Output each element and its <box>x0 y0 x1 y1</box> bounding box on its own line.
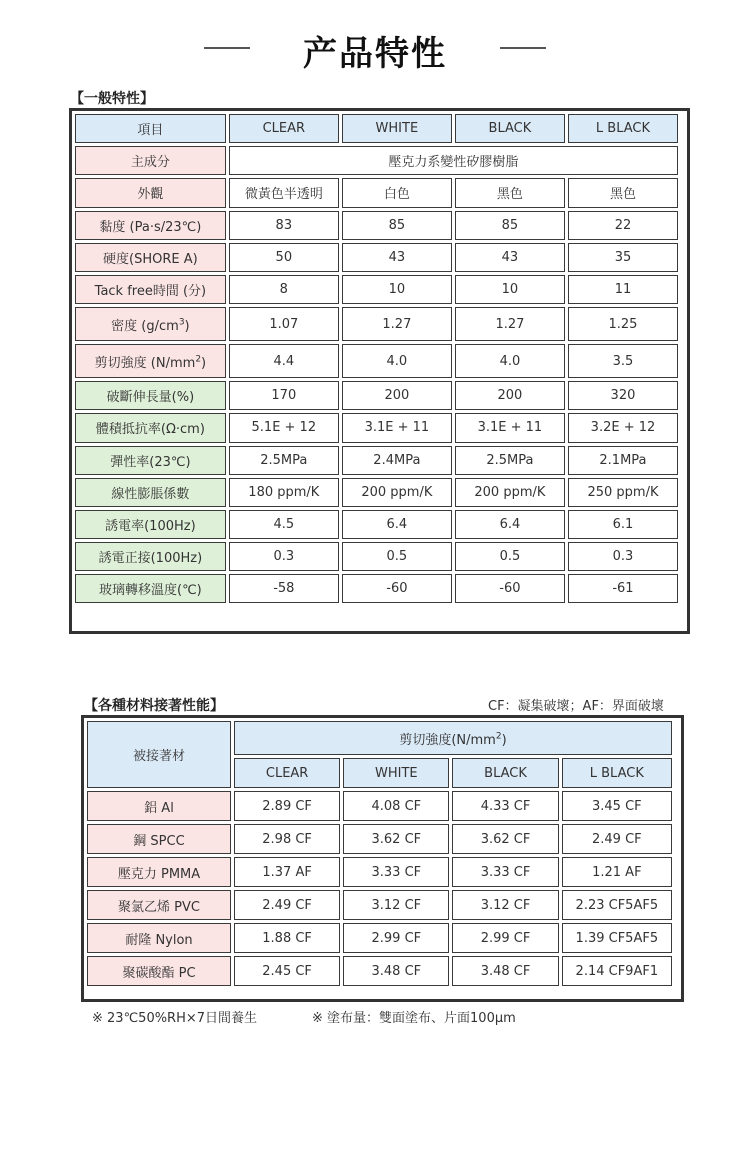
table-cell: 4.0 <box>455 344 565 378</box>
table-cell: 4.5 <box>229 510 339 539</box>
footnote-coating: ※ 塗布量：雙面塗布、片面100μm <box>312 1011 516 1026</box>
table-cell: 200 <box>455 381 565 410</box>
row-label: 彈性率(23℃) <box>75 446 226 475</box>
row-label: 誘電正接(100Hz) <box>75 542 226 571</box>
table-row <box>87 824 672 854</box>
table-cell: 2.14 CF9AF1 <box>562 956 672 986</box>
table-row <box>75 478 678 507</box>
table-row <box>75 146 678 175</box>
table-cell: -61 <box>568 574 678 603</box>
table-cell: 0.5 <box>342 542 452 571</box>
general-properties-table <box>72 111 681 606</box>
table-cell: 50 <box>229 243 339 272</box>
table-cell: 2.5MPa <box>229 446 339 475</box>
header-l-black: L BLACK <box>568 114 678 143</box>
table-row <box>87 923 672 953</box>
table-cell: 83 <box>229 211 339 240</box>
row-label: 硬度(SHORE A) <box>75 243 226 272</box>
table-cell: 1.37 AF <box>234 857 340 887</box>
table-row <box>75 275 678 304</box>
table-cell: 3.33 CF <box>452 857 558 887</box>
table-cell: 3.33 CF <box>343 857 449 887</box>
main-component-value: 壓克力系變性矽膠樹脂 <box>229 146 678 175</box>
table-cell: 0.5 <box>455 542 565 571</box>
table-cell: 3.1E + 11 <box>342 413 452 442</box>
row-label: 密度 $(g/cm^3)$ <box>75 307 226 341</box>
table-cell: 3.12 CF <box>452 890 558 920</box>
table-cell: 微黃色半透明 <box>229 178 339 207</box>
table-row <box>75 178 678 207</box>
failure-mode-legend: CF：凝集破壞；AF：界面破壞 <box>488 699 664 714</box>
table-row <box>75 510 678 539</box>
header-substrate-label: 被接著材 <box>87 721 231 788</box>
table-cell: 1.25 <box>568 307 678 341</box>
table-cell: 4.08 CF <box>343 791 449 821</box>
section1-heading: 【一般特性】 <box>70 91 154 107</box>
table-cell: 2.5MPa <box>455 446 565 475</box>
row-label: 耐隆 Nylon <box>87 923 231 953</box>
table-cell: 0.3 <box>229 542 339 571</box>
table-cell: 3.62 CF <box>452 824 558 854</box>
table-cell: 3.48 CF <box>343 956 449 986</box>
row-label: 黏度 (Pa·s/23℃) <box>75 211 226 240</box>
table-cell: 2.49 CF <box>234 890 340 920</box>
table-cell: 250 ppm/K <box>568 478 678 507</box>
table-cell: 6.1 <box>568 510 678 539</box>
table-cell: 200 ppm/K <box>342 478 452 507</box>
row-label: 玻璃轉移溫度(℃) <box>75 574 226 603</box>
table-cell: 6.4 <box>455 510 565 539</box>
table-cell: 黑色 <box>568 178 678 207</box>
table-cell: 2.23 CF5AF5 <box>562 890 672 920</box>
table-cell: 3.48 CF <box>452 956 558 986</box>
header-black: BLACK <box>455 114 565 143</box>
table-row <box>87 890 672 920</box>
row-label: 誘電率(100Hz) <box>75 510 226 539</box>
table-cell: 43 <box>455 243 565 272</box>
table-cell: -60 <box>342 574 452 603</box>
table-cell: 3.45 CF <box>562 791 672 821</box>
table-cell: 85 <box>455 211 565 240</box>
table-cell: 1.27 <box>455 307 565 341</box>
table-cell: 黑色 <box>455 178 565 207</box>
header-clear: CLEAR <box>234 758 340 788</box>
table-cell: 0.3 <box>568 542 678 571</box>
row-label: 破斷伸長量(%) <box>75 381 226 410</box>
table-cell: 2.45 CF <box>234 956 340 986</box>
page-title: 产品特性 <box>303 34 447 74</box>
table-cell: 1.39 CF5AF5 <box>562 923 672 953</box>
table-cell: 2.98 CF <box>234 824 340 854</box>
general-properties-frame <box>69 108 690 634</box>
header-item-label: 項目 <box>75 114 226 143</box>
table-header-row <box>75 114 678 143</box>
row-label: 聚碳酸酯 PC <box>87 956 231 986</box>
row-label: 外觀 <box>75 178 226 207</box>
table-cell: 2.99 CF <box>343 923 449 953</box>
adhesion-frame <box>81 715 684 1002</box>
title-right-line <box>500 47 546 49</box>
table-header-row <box>87 721 672 755</box>
table-row <box>75 574 678 603</box>
table-row <box>87 857 672 887</box>
adhesion-table <box>84 718 675 989</box>
row-label: 體積抵抗率(Ω·cm) <box>75 413 226 442</box>
row-label: 壓克力 PMMA <box>87 857 231 887</box>
header-white: WHITE <box>343 758 449 788</box>
table-cell: 5.1E + 12 <box>229 413 339 442</box>
table-cell: 3.12 CF <box>343 890 449 920</box>
table-cell: 200 ppm/K <box>455 478 565 507</box>
header-shear-strength: 剪切強度$(N/mm^2)$ <box>234 721 672 755</box>
table-cell: 1.27 <box>342 307 452 341</box>
header-clear: CLEAR <box>229 114 339 143</box>
table-row <box>75 211 678 240</box>
table-cell: 85 <box>342 211 452 240</box>
table-row <box>75 344 678 378</box>
row-label: Tack free時間 (分) <box>75 275 226 304</box>
table-cell: 6.4 <box>342 510 452 539</box>
table-cell: 8 <box>229 275 339 304</box>
row-label: 鋁 Al <box>87 791 231 821</box>
table-row <box>75 542 678 571</box>
table-cell: 320 <box>568 381 678 410</box>
table-cell: 11 <box>568 275 678 304</box>
title-row <box>0 22 750 72</box>
table-cell: 1.21 AF <box>562 857 672 887</box>
table-row <box>87 791 672 821</box>
table-cell: 10 <box>342 275 452 304</box>
table-cell: 2.1MPa <box>568 446 678 475</box>
table-cell: 22 <box>568 211 678 240</box>
table-cell: 3.62 CF <box>343 824 449 854</box>
table-cell: -58 <box>229 574 339 603</box>
row-label: 聚氯乙烯 PVC <box>87 890 231 920</box>
table-cell: 170 <box>229 381 339 410</box>
table-cell: 2.49 CF <box>562 824 672 854</box>
table-cell: 3.2E + 12 <box>568 413 678 442</box>
table-row <box>75 381 678 410</box>
row-label: 線性膨脹係數 <box>75 478 226 507</box>
footnote-curing: ※ 23℃50%RH×7日間養生 <box>92 1011 258 1026</box>
table-cell: 10 <box>455 275 565 304</box>
table-cell: 4.4 <box>229 344 339 378</box>
table-cell: 180 ppm/K <box>229 478 339 507</box>
header-white: WHITE <box>342 114 452 143</box>
table-cell: 4.33 CF <box>452 791 558 821</box>
table-row <box>75 446 678 475</box>
table-cell: 1.88 CF <box>234 923 340 953</box>
row-label: 主成分 <box>75 146 226 175</box>
table-cell: 白色 <box>342 178 452 207</box>
table-cell: 43 <box>342 243 452 272</box>
table-cell: 35 <box>568 243 678 272</box>
table-cell: 3.1E + 11 <box>455 413 565 442</box>
table-cell: 2.99 CF <box>452 923 558 953</box>
table-cell: 1.07 <box>229 307 339 341</box>
row-label: 鋼 SPCC <box>87 824 231 854</box>
header-black: BLACK <box>452 758 558 788</box>
row-label: 剪切強度 $(N/mm^2)$ <box>75 344 226 378</box>
table-cell: 200 <box>342 381 452 410</box>
table-cell: 2.4MPa <box>342 446 452 475</box>
table-cell: 2.89 CF <box>234 791 340 821</box>
table-row <box>75 413 678 442</box>
table-cell: 4.0 <box>342 344 452 378</box>
table-cell: 3.5 <box>568 344 678 378</box>
table-row <box>75 307 678 341</box>
table-row <box>75 243 678 272</box>
section2-heading: 【各種材料接著性能】 <box>84 698 224 714</box>
header-l-black: L BLACK <box>562 758 672 788</box>
table-row <box>87 956 672 986</box>
table-cell: -60 <box>455 574 565 603</box>
